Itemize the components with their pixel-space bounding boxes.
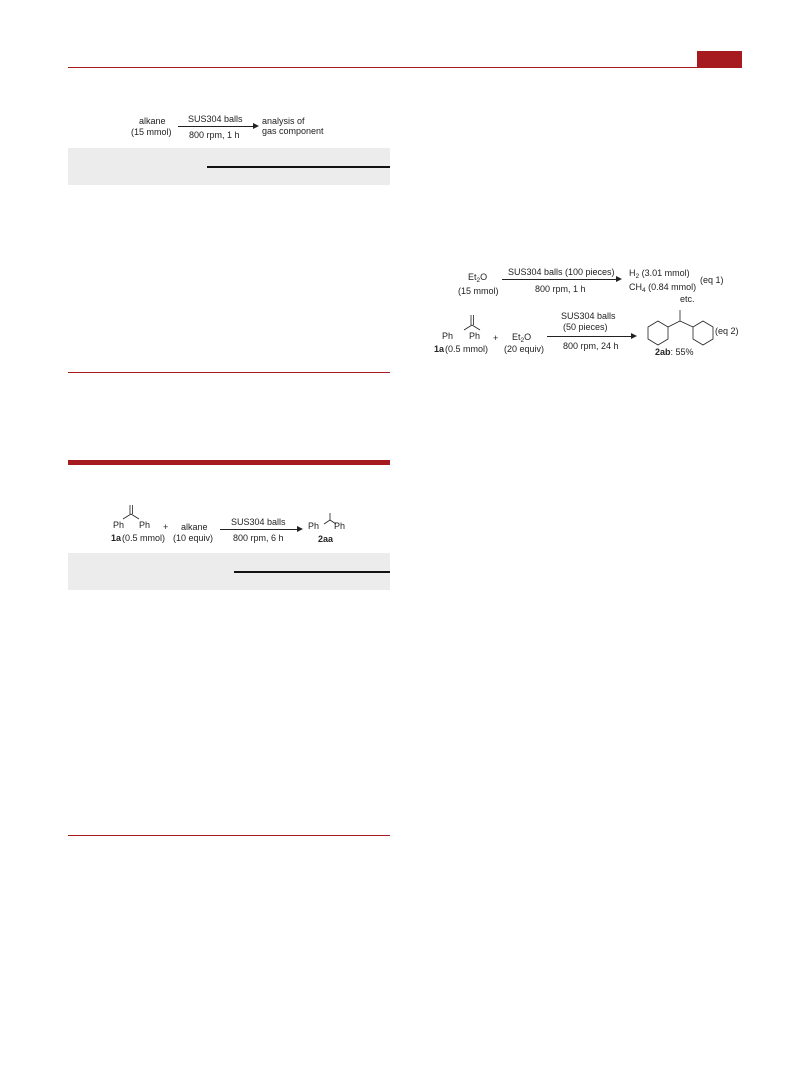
header-rule xyxy=(68,67,742,68)
eq1-product-h2: $H_2$ (3.01 mmol) xyxy=(629,268,690,280)
scheme2-plus: + xyxy=(163,522,169,532)
eq1-arrowhead xyxy=(616,276,622,282)
scheme2-arrowhead xyxy=(297,526,303,532)
scheme2-conditions: 800 rpm, 6 h xyxy=(233,533,284,543)
scheme2-ph-right: Ph xyxy=(139,520,151,530)
scheme1-conditions: 800 rpm, 1 h xyxy=(189,130,240,140)
eq2-reagent-line2: (50 pieces) xyxy=(563,322,608,332)
table2-title-bar xyxy=(68,460,390,465)
eq2-reagent2: $Et_2O$ xyxy=(512,332,532,344)
table1-header-rule xyxy=(207,166,390,168)
eq1-label: (eq 1) xyxy=(700,275,724,285)
table2-header-rule xyxy=(234,571,390,573)
eq2-ph-right: Ph xyxy=(469,331,481,341)
eq1-reagent: SUS304 balls (100 pieces) xyxy=(508,267,615,277)
eq1-product-etc: etc. xyxy=(680,294,695,304)
scheme1-arrowhead xyxy=(253,123,259,129)
scheme1-arrow xyxy=(178,126,255,127)
scheme2-product-ph-right: Ph xyxy=(334,521,346,531)
eq2-reagent-line1: SUS304 balls xyxy=(561,311,616,321)
eq2-label: (eq 2) xyxy=(715,326,739,336)
eq2-ph-left: Ph xyxy=(442,331,454,341)
scheme-2 xyxy=(68,505,390,550)
eq2-conditions: 800 rpm, 24 h xyxy=(563,341,619,351)
eq1-product-ch4: $CH_4$ (0.84 mmol) xyxy=(629,282,697,294)
table2-bottom-rule xyxy=(68,835,390,836)
scheme2-product-ph-left: Ph xyxy=(308,521,320,531)
scheme2-amount-1a: (0.5 mmol) xyxy=(122,533,166,543)
eq2-product-line xyxy=(655,347,694,358)
scheme-1 xyxy=(68,108,390,144)
scheme1-reactant-amount: (15 mmol) xyxy=(131,127,172,137)
eq2-arrowhead xyxy=(631,333,637,339)
eq2-arrow xyxy=(547,336,633,337)
eq2-product-yield: : 55% xyxy=(670,347,694,357)
scheme2-product-2aa: 2aa xyxy=(318,534,334,544)
eq2-diphenylethylene-structure xyxy=(448,310,488,336)
scheme2-compound-1a: 1a xyxy=(111,533,122,543)
eq2-product-2ab: 2ab xyxy=(655,347,671,357)
diphenylethylene-structure xyxy=(112,505,152,521)
table1-bottom-rule xyxy=(68,372,390,373)
eq1-arrow xyxy=(502,279,618,280)
scheme1-product-line2: gas component xyxy=(262,126,324,136)
scheme2-reagent: SUS304 balls xyxy=(231,517,286,527)
eq2-compound-1a: 1a xyxy=(434,344,445,354)
scheme1-product-line1: analysis of xyxy=(262,116,305,126)
equation-1 xyxy=(436,262,736,302)
eq1-reactant: $Et_2O$ xyxy=(468,272,488,284)
scheme1-reactant: alkane xyxy=(139,116,166,126)
scheme2-arrow xyxy=(220,529,299,530)
scheme2-reagent2: alkane xyxy=(181,522,208,532)
eq1-reactant-amount: (15 mmol) xyxy=(458,286,499,296)
scheme2-ph-left: Ph xyxy=(113,520,125,530)
eq2-reagent2-amount: (20 equiv) xyxy=(504,344,545,354)
eq2-amount-1a: (0.5 mmol) xyxy=(445,344,489,354)
scheme2-reagent2-amount: (10 equiv) xyxy=(173,533,214,543)
eq1-conditions: 800 rpm, 1 h xyxy=(535,284,586,294)
scheme1-reagent: SUS304 balls xyxy=(188,114,243,124)
equation-2 xyxy=(434,310,739,366)
header-page-tab xyxy=(697,51,742,67)
eq2-plus: + xyxy=(493,333,499,343)
